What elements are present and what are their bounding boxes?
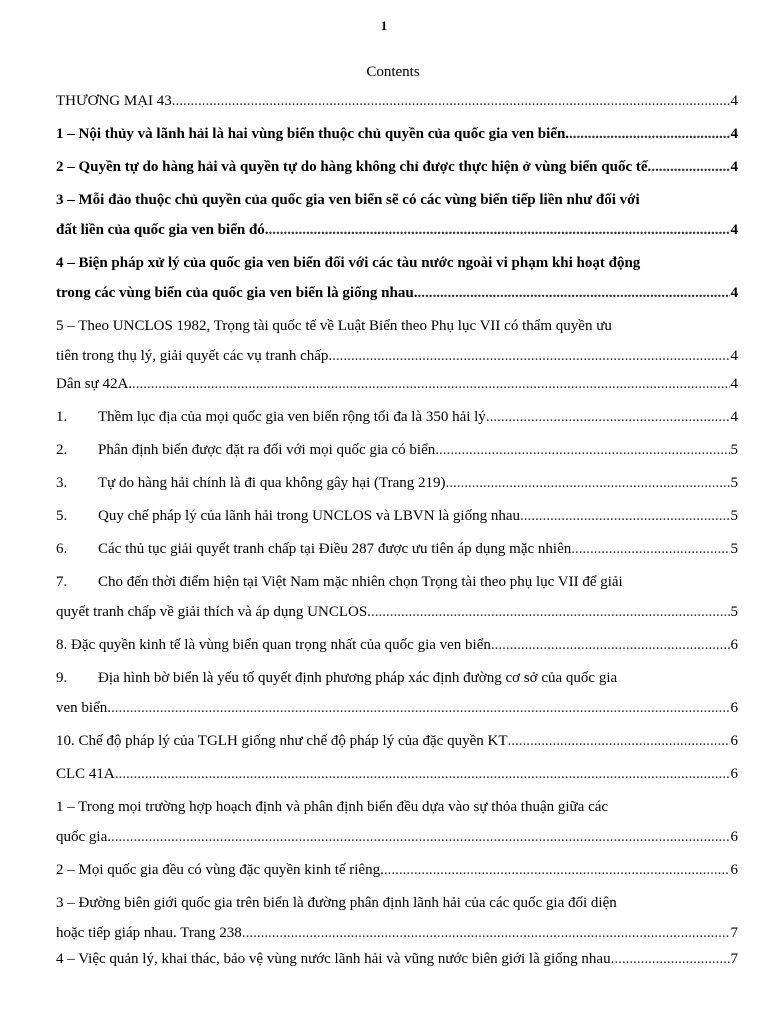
toc-entry[interactable] bbox=[56, 567, 738, 627]
toc-page-number: 4 bbox=[730, 159, 738, 175]
dot-leader bbox=[115, 759, 730, 789]
dot-leader bbox=[569, 119, 729, 149]
dot-leader bbox=[332, 341, 729, 371]
toc-entry-text-line: 5 – Theo UNCLOS 1982, Trọng tài quốc tế về Luật Biển theo Phụ lục VII có thẩm quyền ưu bbox=[56, 318, 612, 334]
toc-entry[interactable] bbox=[56, 402, 738, 432]
toc-entry-number: 2. bbox=[56, 442, 68, 458]
toc-entry-number: 3. bbox=[56, 475, 68, 491]
dot-leader bbox=[614, 944, 729, 974]
toc-entry-text: 2 – Quyền tự do hàng hải và quyền tự do hàng không chỉ được thực hiện ở vùng biển quốc tế. bbox=[56, 159, 652, 175]
toc-entry[interactable] bbox=[56, 726, 738, 756]
toc-page-number: 5 bbox=[730, 604, 738, 620]
toc-entry-number: 9. bbox=[56, 670, 68, 686]
toc-entry[interactable] bbox=[56, 468, 738, 498]
toc-entry-number: 5. bbox=[56, 508, 68, 524]
toc-entry[interactable] bbox=[56, 944, 738, 974]
toc-entry-text: THƯƠNG MẠI 43. bbox=[56, 93, 176, 109]
toc-entry-text: CLC 41A bbox=[56, 766, 115, 782]
toc-page-number: 5 bbox=[730, 508, 738, 524]
toc-entry-text: trong các vùng biển của quốc gia ven biển là giống nhau. bbox=[56, 285, 418, 301]
toc-page-number: 4 bbox=[730, 222, 738, 238]
toc-page-number: 4 bbox=[730, 126, 738, 142]
toc-entry-text-line: 7. Cho đến thời điểm hiện tại Việt Nam mặc nhiên chọn Trọng tài theo phụ lục VII để giải bbox=[56, 567, 738, 597]
toc-entry-text: Quy chế pháp lý của lãnh hải trong UNCLOS và LBVN là giống nhau bbox=[98, 508, 520, 524]
toc-page-number: 4 bbox=[730, 376, 738, 392]
toc-entry-text-line: 1 – Trong mọi trường hợp hoạch định và phân định biển đều dựa vào sự thỏa thuận giữa các bbox=[56, 799, 609, 815]
toc-entry-number: 6. bbox=[56, 541, 68, 557]
toc-entry-text: Thềm lục địa của mọi quốc gia ven biển rộng tối đa là 350 hải lý bbox=[98, 409, 486, 425]
toc-entry-text: Dân sự 42A. bbox=[56, 376, 133, 392]
dot-leader bbox=[111, 822, 730, 852]
toc-page-number: 4 bbox=[730, 409, 738, 425]
dot-leader bbox=[384, 855, 730, 885]
toc-entry-text: 1 – Nội thủy và lãnh hải là hai vùng biển thuộc chủ quyền của quốc gia ven biển. bbox=[56, 126, 570, 142]
toc-page-number: 6 bbox=[730, 637, 738, 653]
dot-leader bbox=[508, 726, 730, 756]
toc-entry-text: 10. Chế độ pháp lý của TGLH giống như chế độ pháp lý của đặc quyền KT bbox=[56, 733, 508, 749]
toc-entry-text: Các thủ tục giải quyết tranh chấp tại Điều 287 được ưu tiên áp dụng mặc nhiên bbox=[98, 541, 572, 557]
dot-leader bbox=[520, 501, 730, 531]
toc-page-number: 7 bbox=[730, 925, 738, 941]
dot-leader bbox=[132, 369, 729, 399]
toc-page-number: 4 bbox=[730, 348, 738, 364]
toc-entry[interactable] bbox=[56, 630, 738, 660]
toc-entry[interactable] bbox=[56, 152, 738, 182]
toc-entry-text: quyết tranh chấp về giải thích và áp dụng UNCLOS. bbox=[56, 604, 371, 620]
toc-entry-text: 4 – Việc quản lý, khai thác, bảo vệ vùng nước lãnh hải và vũng nước biên giới là giống nhau. bbox=[56, 951, 615, 967]
dot-leader bbox=[446, 468, 730, 498]
dot-leader bbox=[371, 597, 730, 627]
dot-leader bbox=[486, 402, 730, 432]
toc-entry-text: 2 – Mọi quốc gia đều có vùng đặc quyền kinh tế riêng. bbox=[56, 862, 384, 878]
toc-entry[interactable] bbox=[56, 185, 738, 245]
dot-leader bbox=[491, 630, 730, 660]
toc-entry[interactable] bbox=[56, 759, 738, 789]
toc-page-number: 5 bbox=[730, 541, 738, 557]
toc-entry-text-line: 3 – Đường biên giới quốc gia trên biển là đường phân định lãnh hải của các quốc gia đối diện bbox=[56, 895, 617, 911]
toc-page-number: 5 bbox=[730, 475, 738, 491]
toc-entry[interactable] bbox=[56, 369, 738, 399]
toc-page-number: 7 bbox=[730, 951, 738, 967]
dot-leader bbox=[269, 215, 730, 245]
toc-entry[interactable] bbox=[56, 86, 738, 116]
toc-entry-number: 1. bbox=[56, 409, 68, 425]
toc-entry[interactable] bbox=[56, 311, 738, 371]
toc-entry-text: hoặc tiếp giáp nhau. Trang 238 bbox=[56, 925, 242, 941]
toc-entry-text: tiên trong thụ lý, giải quyết các vụ tranh chấp. bbox=[56, 348, 333, 364]
toc-entry-text: Tự do hàng hải chính là đi qua không gây hại (Trang 219) bbox=[98, 475, 446, 491]
toc-page-number: 6 bbox=[730, 733, 738, 749]
toc-entry[interactable] bbox=[56, 534, 738, 564]
toc-entry-text: quốc gia. bbox=[56, 829, 111, 845]
toc-page-number: 6 bbox=[730, 829, 738, 845]
contents-title: Contents bbox=[366, 64, 420, 80]
toc-entry[interactable] bbox=[56, 435, 738, 465]
toc-page-number: 5 bbox=[730, 442, 738, 458]
toc-entry-text-line: 3 – Mỗi đảo thuộc chủ quyền của quốc gia ven biển sẽ có các vùng biển tiếp liền như đối với bbox=[56, 192, 640, 208]
toc-page-number: 4 bbox=[730, 285, 738, 301]
dot-leader bbox=[417, 278, 729, 308]
toc-entry-text: Phân định biển được đặt ra đối với mọi quốc gia có biển bbox=[98, 442, 436, 458]
toc-entry-text: ven biển. bbox=[56, 700, 111, 716]
toc-entry[interactable] bbox=[56, 855, 738, 885]
toc-page-number: 6 bbox=[730, 700, 738, 716]
page-number: 1 bbox=[380, 18, 388, 33]
toc-entry-number: 7. bbox=[56, 574, 68, 590]
dot-leader bbox=[111, 693, 730, 723]
toc-entry[interactable] bbox=[56, 888, 738, 948]
toc-entry[interactable] bbox=[56, 501, 738, 531]
toc-page-number: 6 bbox=[730, 766, 738, 782]
toc-entry[interactable] bbox=[56, 792, 738, 852]
toc-entry-text: 8. Đặc quyền kinh tế là vùng biển quan trọng nhất của quốc gia ven biển bbox=[56, 637, 491, 653]
toc-entry-text-line: 9. Địa hình bờ biển là yếu tố quyết định phương pháp xác định đường cơ sở của quốc gia bbox=[56, 663, 738, 693]
toc-entry[interactable] bbox=[56, 663, 738, 723]
toc-entry[interactable] bbox=[56, 119, 738, 149]
toc-page-number: 4 bbox=[730, 93, 738, 109]
toc-entry-text: đất liền của quốc gia ven biển đó. bbox=[56, 222, 269, 238]
toc-entry[interactable] bbox=[56, 248, 738, 308]
toc-page-number: 6 bbox=[730, 862, 738, 878]
dot-leader bbox=[571, 534, 729, 564]
dot-leader bbox=[176, 86, 730, 116]
toc-entry-text-line: 4 – Biện pháp xử lý của quốc gia ven biển đối với các tàu nước ngoài vi phạm khi hoạt động bbox=[56, 255, 641, 271]
dot-leader bbox=[651, 152, 729, 182]
dot-leader bbox=[435, 435, 729, 465]
